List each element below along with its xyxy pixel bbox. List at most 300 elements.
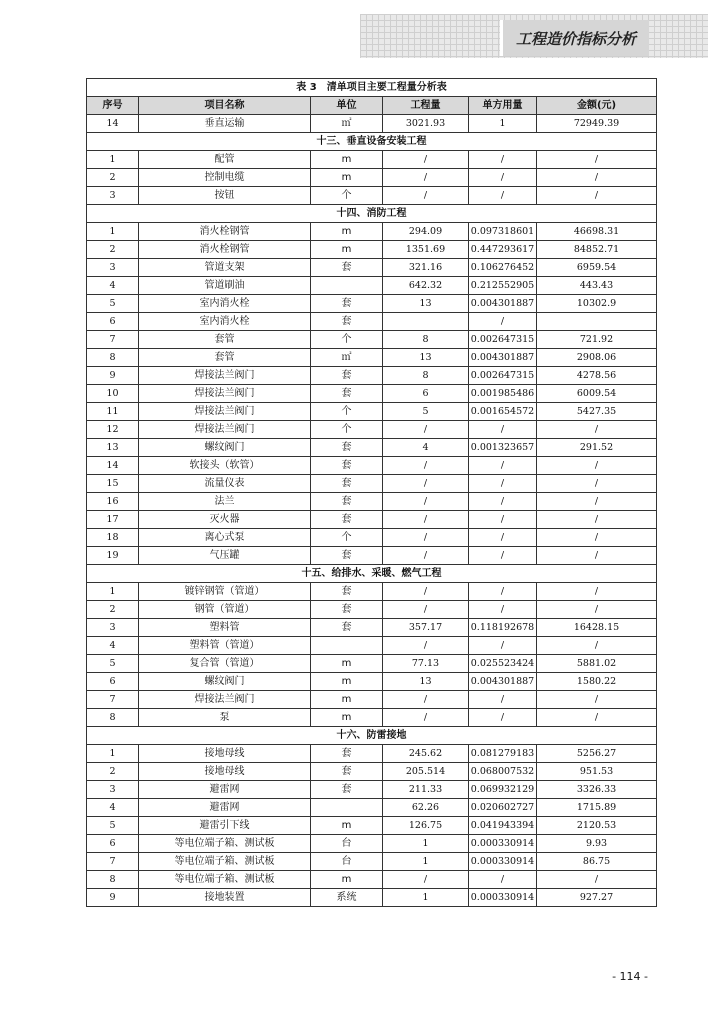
section-header-row — [87, 205, 657, 223]
column-header-unit: 单位 — [311, 97, 383, 115]
cell-unit-usage: 0.000330914 — [469, 835, 537, 853]
cell-amount: / — [537, 187, 657, 205]
cell-index: 14 — [87, 115, 139, 133]
cell-index: 6 — [87, 835, 139, 853]
cell-amount: 9.93 — [537, 835, 657, 853]
cell-index: 12 — [87, 421, 139, 439]
cell-unit-usage: / — [469, 637, 537, 655]
cell-unit: m — [311, 151, 383, 169]
section-title: 十五、给排水、采暖、燃气工程 — [87, 565, 657, 583]
table-row — [87, 475, 657, 493]
cell-index: 1 — [87, 745, 139, 763]
cell-index: 3 — [87, 619, 139, 637]
cell-unit: 套 — [311, 385, 383, 403]
cell-item-name: 按钮 — [139, 187, 311, 205]
cell-unit: m — [311, 223, 383, 241]
table-row — [87, 871, 657, 889]
cell-quantity: / — [383, 511, 469, 529]
table-row — [87, 673, 657, 691]
table-row — [87, 277, 657, 295]
cell-item-name: 等电位端子箱、测试板 — [139, 871, 311, 889]
cell-unit-usage: 0.001654572 — [469, 403, 537, 421]
table-row — [87, 439, 657, 457]
cell-item-name: 镀锌钢管（管道） — [139, 583, 311, 601]
cell-unit-usage: / — [469, 169, 537, 187]
cell-item-name: 灭火器 — [139, 511, 311, 529]
cell-quantity: 3021.93 — [383, 115, 469, 133]
cell-quantity: 321.16 — [383, 259, 469, 277]
cell-amount: 6009.54 — [537, 385, 657, 403]
cell-quantity — [383, 313, 469, 331]
cell-amount: / — [537, 691, 657, 709]
cell-quantity: / — [383, 871, 469, 889]
table-caption: 表 3 清单项目主要工程量分析表 — [87, 79, 657, 97]
cell-amount: / — [537, 511, 657, 529]
table-row — [87, 151, 657, 169]
cell-unit-usage: 0.004301887 — [469, 295, 537, 313]
cell-quantity: 1 — [383, 853, 469, 871]
cell-item-name: 离心式泵 — [139, 529, 311, 547]
table-row — [87, 187, 657, 205]
cell-unit-usage: / — [469, 457, 537, 475]
cell-unit-usage: 0.069932129 — [469, 781, 537, 799]
cell-index: 9 — [87, 889, 139, 907]
cell-item-name: 复合管（管道） — [139, 655, 311, 673]
cell-item-name: 接地母线 — [139, 763, 311, 781]
cell-unit: 套 — [311, 457, 383, 475]
quantity-analysis-table — [86, 78, 657, 907]
cell-unit: 套 — [311, 367, 383, 385]
cell-unit-usage: / — [469, 601, 537, 619]
cell-unit-usage: 0.002647315 — [469, 367, 537, 385]
cell-index: 2 — [87, 169, 139, 187]
section-title: 十四、消防工程 — [87, 205, 657, 223]
table-row — [87, 115, 657, 133]
cell-amount: 4278.56 — [537, 367, 657, 385]
table-row — [87, 745, 657, 763]
cell-unit: 个 — [311, 187, 383, 205]
table-row — [87, 601, 657, 619]
cell-amount: 16428.15 — [537, 619, 657, 637]
cell-unit: 套 — [311, 601, 383, 619]
cell-item-name: 螺纹阀门 — [139, 673, 311, 691]
cell-unit: 套 — [311, 763, 383, 781]
cell-amount: 927.27 — [537, 889, 657, 907]
table-row — [87, 331, 657, 349]
cell-amount: / — [537, 871, 657, 889]
cell-unit-usage: / — [469, 187, 537, 205]
cell-amount: / — [537, 601, 657, 619]
cell-amount — [537, 313, 657, 331]
cell-quantity: 13 — [383, 349, 469, 367]
table-row — [87, 385, 657, 403]
cell-unit-usage: / — [469, 511, 537, 529]
cell-unit-usage: 0.041943394 — [469, 817, 537, 835]
cell-item-name: 等电位端子箱、测试板 — [139, 835, 311, 853]
table-row — [87, 349, 657, 367]
cell-unit: 套 — [311, 619, 383, 637]
cell-amount: / — [537, 637, 657, 655]
cell-quantity: 642.32 — [383, 277, 469, 295]
table-row — [87, 547, 657, 565]
table-row — [87, 835, 657, 853]
cell-unit-usage: / — [469, 709, 537, 727]
section-title: 十六、防雷接地 — [87, 727, 657, 745]
cell-amount: 5427.35 — [537, 403, 657, 421]
cell-unit — [311, 277, 383, 295]
page-number: - 114 - — [612, 970, 648, 983]
cell-index: 11 — [87, 403, 139, 421]
table-row — [87, 421, 657, 439]
cell-unit-usage: 0.001985486 — [469, 385, 537, 403]
cell-unit: 套 — [311, 259, 383, 277]
cell-item-name: 气压罐 — [139, 547, 311, 565]
cell-quantity: 4 — [383, 439, 469, 457]
cell-index: 3 — [87, 781, 139, 799]
table-row — [87, 241, 657, 259]
cell-quantity: 13 — [383, 673, 469, 691]
cell-unit: 套 — [311, 547, 383, 565]
cell-unit-usage: 0.004301887 — [469, 673, 537, 691]
cell-item-name: 塑料管 — [139, 619, 311, 637]
cell-unit-usage: / — [469, 493, 537, 511]
cell-index: 7 — [87, 331, 139, 349]
cell-unit-usage: 0.118192678 — [469, 619, 537, 637]
cell-quantity: / — [383, 169, 469, 187]
cell-quantity: 62.26 — [383, 799, 469, 817]
cell-unit-usage: / — [469, 151, 537, 169]
cell-index: 19 — [87, 547, 139, 565]
cell-index: 7 — [87, 853, 139, 871]
cell-unit: 台 — [311, 853, 383, 871]
cell-index: 16 — [87, 493, 139, 511]
cell-amount: / — [537, 583, 657, 601]
cell-unit-usage: 0.447293617 — [469, 241, 537, 259]
cell-unit: m — [311, 817, 383, 835]
table-row — [87, 637, 657, 655]
cell-quantity: 205.514 — [383, 763, 469, 781]
cell-item-name: 室内消火栓 — [139, 313, 311, 331]
cell-item-name: 垂直运输 — [139, 115, 311, 133]
cell-quantity: 245.62 — [383, 745, 469, 763]
cell-amount: / — [537, 547, 657, 565]
cell-unit: m — [311, 871, 383, 889]
cell-quantity: 1351.69 — [383, 241, 469, 259]
cell-amount: 46698.31 — [537, 223, 657, 241]
cell-item-name: 消火栓钢管 — [139, 223, 311, 241]
cell-quantity: / — [383, 529, 469, 547]
table-row — [87, 709, 657, 727]
cell-quantity: 1 — [383, 889, 469, 907]
cell-index: 8 — [87, 349, 139, 367]
cell-unit-usage: 0.068007532 — [469, 763, 537, 781]
cell-unit: 套 — [311, 313, 383, 331]
cell-index: 14 — [87, 457, 139, 475]
cell-item-name: 焊接法兰阀门 — [139, 385, 311, 403]
cell-quantity: 126.75 — [383, 817, 469, 835]
cell-amount: 72949.39 — [537, 115, 657, 133]
cell-unit-usage: 0.000330914 — [469, 853, 537, 871]
cell-item-name: 泵 — [139, 709, 311, 727]
cell-amount: / — [537, 457, 657, 475]
cell-unit: ㎡ — [311, 115, 383, 133]
cell-item-name: 室内消火栓 — [139, 295, 311, 313]
cell-index: 6 — [87, 673, 139, 691]
cell-index: 1 — [87, 151, 139, 169]
cell-index: 5 — [87, 817, 139, 835]
cell-unit — [311, 637, 383, 655]
cell-amount: 84852.71 — [537, 241, 657, 259]
cell-amount: 721.92 — [537, 331, 657, 349]
cell-item-name: 消火栓钢管 — [139, 241, 311, 259]
cell-index: 4 — [87, 277, 139, 295]
cell-amount: / — [537, 475, 657, 493]
table-row — [87, 403, 657, 421]
cell-item-name: 焊接法兰阀门 — [139, 403, 311, 421]
cell-amount: 1580.22 — [537, 673, 657, 691]
cell-amount: 291.52 — [537, 439, 657, 457]
cell-unit: 个 — [311, 529, 383, 547]
cell-quantity: 211.33 — [383, 781, 469, 799]
cell-quantity: / — [383, 421, 469, 439]
cell-quantity: / — [383, 187, 469, 205]
cell-amount: 443.43 — [537, 277, 657, 295]
cell-index: 8 — [87, 871, 139, 889]
cell-unit-usage: 0.025523424 — [469, 655, 537, 673]
table-row — [87, 169, 657, 187]
cell-unit: m — [311, 241, 383, 259]
cell-index: 3 — [87, 259, 139, 277]
cell-item-name: 接地母线 — [139, 745, 311, 763]
cell-unit-usage: 0.002647315 — [469, 331, 537, 349]
table-row — [87, 853, 657, 871]
table-row — [87, 529, 657, 547]
table-row — [87, 781, 657, 799]
cell-quantity: 5 — [383, 403, 469, 421]
cell-amount: 951.53 — [537, 763, 657, 781]
cell-unit-usage: 0.020602727 — [469, 799, 537, 817]
cell-unit-usage: / — [469, 547, 537, 565]
cell-item-name: 套管 — [139, 331, 311, 349]
cell-amount: 2908.06 — [537, 349, 657, 367]
cell-amount: 1715.89 — [537, 799, 657, 817]
table-row — [87, 763, 657, 781]
table-row — [87, 817, 657, 835]
cell-amount: 86.75 — [537, 853, 657, 871]
cell-unit-usage: 0.081279183 — [469, 745, 537, 763]
cell-unit: 个 — [311, 403, 383, 421]
cell-unit — [311, 799, 383, 817]
cell-item-name: 接地装置 — [139, 889, 311, 907]
cell-index: 17 — [87, 511, 139, 529]
table-row — [87, 799, 657, 817]
cell-unit-usage: / — [469, 871, 537, 889]
cell-quantity: / — [383, 457, 469, 475]
cell-item-name: 螺纹阀门 — [139, 439, 311, 457]
table-row — [87, 889, 657, 907]
cell-quantity: 8 — [383, 367, 469, 385]
cell-quantity: 77.13 — [383, 655, 469, 673]
cell-item-name: 软接头（软管） — [139, 457, 311, 475]
cell-quantity: / — [383, 151, 469, 169]
cell-unit: 个 — [311, 421, 383, 439]
cell-index: 4 — [87, 637, 139, 655]
cell-item-name: 管道支架 — [139, 259, 311, 277]
cell-amount: / — [537, 529, 657, 547]
section-header-row — [87, 727, 657, 745]
cell-unit: m — [311, 673, 383, 691]
cell-quantity: 13 — [383, 295, 469, 313]
cell-quantity: / — [383, 637, 469, 655]
cell-amount: / — [537, 709, 657, 727]
column-header-quantity: 工程量 — [383, 97, 469, 115]
table-row — [87, 457, 657, 475]
cell-index: 5 — [87, 295, 139, 313]
cell-item-name: 焊接法兰阀门 — [139, 421, 311, 439]
cell-quantity: / — [383, 691, 469, 709]
table-row — [87, 511, 657, 529]
cell-unit-usage: 0.212552905 — [469, 277, 537, 295]
cell-unit: m — [311, 655, 383, 673]
cell-index: 15 — [87, 475, 139, 493]
cell-unit: 套 — [311, 745, 383, 763]
table-row — [87, 583, 657, 601]
cell-unit: 套 — [311, 295, 383, 313]
column-header-index: 序号 — [87, 97, 139, 115]
table-row — [87, 493, 657, 511]
cell-quantity: / — [383, 547, 469, 565]
cell-unit: 系统 — [311, 889, 383, 907]
cell-item-name: 法兰 — [139, 493, 311, 511]
table-row — [87, 259, 657, 277]
cell-index: 1 — [87, 583, 139, 601]
cell-unit-usage: 0.004301887 — [469, 349, 537, 367]
cell-index: 10 — [87, 385, 139, 403]
cell-unit: 台 — [311, 835, 383, 853]
cell-item-name: 焊接法兰阀门 — [139, 691, 311, 709]
cell-unit-usage: / — [469, 583, 537, 601]
cell-index: 3 — [87, 187, 139, 205]
section-header-row — [87, 133, 657, 151]
cell-item-name: 钢管（管道） — [139, 601, 311, 619]
table-caption-row — [87, 79, 657, 97]
cell-amount: 5256.27 — [537, 745, 657, 763]
section-header-row — [87, 565, 657, 583]
cell-item-name: 管道刷油 — [139, 277, 311, 295]
cell-unit: 套 — [311, 511, 383, 529]
cell-index: 7 — [87, 691, 139, 709]
cell-index: 5 — [87, 655, 139, 673]
cell-quantity: / — [383, 709, 469, 727]
cell-unit-usage: / — [469, 313, 537, 331]
cell-unit: 套 — [311, 583, 383, 601]
cell-index: 1 — [87, 223, 139, 241]
cell-unit-usage: / — [469, 421, 537, 439]
cell-unit: m — [311, 691, 383, 709]
cell-amount: / — [537, 169, 657, 187]
cell-unit: 个 — [311, 331, 383, 349]
cell-quantity: 6 — [383, 385, 469, 403]
cell-unit: ㎡ — [311, 349, 383, 367]
cell-quantity: / — [383, 493, 469, 511]
cell-item-name: 避雷网 — [139, 799, 311, 817]
table-body — [87, 115, 657, 907]
cell-amount: 5881.02 — [537, 655, 657, 673]
table-row — [87, 691, 657, 709]
cell-index: 8 — [87, 709, 139, 727]
cell-unit: 套 — [311, 781, 383, 799]
table-row — [87, 619, 657, 637]
cell-item-name: 控制电缆 — [139, 169, 311, 187]
table-row — [87, 295, 657, 313]
cell-unit: m — [311, 709, 383, 727]
cell-unit-usage: / — [469, 529, 537, 547]
cell-item-name: 套管 — [139, 349, 311, 367]
cell-item-name: 配管 — [139, 151, 311, 169]
table-row — [87, 313, 657, 331]
table-row — [87, 367, 657, 385]
cell-quantity: 1 — [383, 835, 469, 853]
column-header-amount: 金额(元) — [537, 97, 657, 115]
cell-quantity: 294.09 — [383, 223, 469, 241]
table-row — [87, 655, 657, 673]
cell-index: 4 — [87, 799, 139, 817]
quantity-analysis-table-container — [86, 78, 656, 907]
cell-item-name: 流量仪表 — [139, 475, 311, 493]
cell-unit-usage: 0.097318601 — [469, 223, 537, 241]
cell-unit: 套 — [311, 439, 383, 457]
cell-unit-usage: 0.001323657 — [469, 439, 537, 457]
cell-amount: 2120.53 — [537, 817, 657, 835]
cell-quantity: / — [383, 475, 469, 493]
cell-unit: 套 — [311, 493, 383, 511]
running-header-title: 工程造价指标分析 — [500, 20, 649, 56]
cell-quantity: / — [383, 583, 469, 601]
cell-index: 9 — [87, 367, 139, 385]
cell-quantity: 8 — [383, 331, 469, 349]
cell-item-name: 塑料管（管道） — [139, 637, 311, 655]
cell-quantity: 357.17 — [383, 619, 469, 637]
cell-amount: 3326.33 — [537, 781, 657, 799]
cell-quantity: / — [383, 601, 469, 619]
cell-amount: / — [537, 493, 657, 511]
cell-index: 13 — [87, 439, 139, 457]
cell-amount: 10302.9 — [537, 295, 657, 313]
cell-amount: / — [537, 421, 657, 439]
table-header-row — [87, 97, 657, 115]
cell-unit-usage: 0.106276452 — [469, 259, 537, 277]
section-title: 十三、垂直设备安装工程 — [87, 133, 657, 151]
cell-index: 18 — [87, 529, 139, 547]
cell-index: 2 — [87, 241, 139, 259]
cell-unit-usage: 0.000330914 — [469, 889, 537, 907]
cell-unit: 套 — [311, 475, 383, 493]
table-row — [87, 223, 657, 241]
column-header-unit-usage: 单方用量 — [469, 97, 537, 115]
cell-item-name: 避雷网 — [139, 781, 311, 799]
cell-unit-usage: / — [469, 691, 537, 709]
cell-index: 6 — [87, 313, 139, 331]
cell-index: 2 — [87, 763, 139, 781]
cell-item-name: 焊接法兰阀门 — [139, 367, 311, 385]
cell-unit-usage: 1 — [469, 115, 537, 133]
cell-amount: / — [537, 151, 657, 169]
cell-unit-usage: / — [469, 475, 537, 493]
cell-index: 2 — [87, 601, 139, 619]
cell-item-name: 避雷引下线 — [139, 817, 311, 835]
cell-unit: m — [311, 169, 383, 187]
cell-amount: 6959.54 — [537, 259, 657, 277]
